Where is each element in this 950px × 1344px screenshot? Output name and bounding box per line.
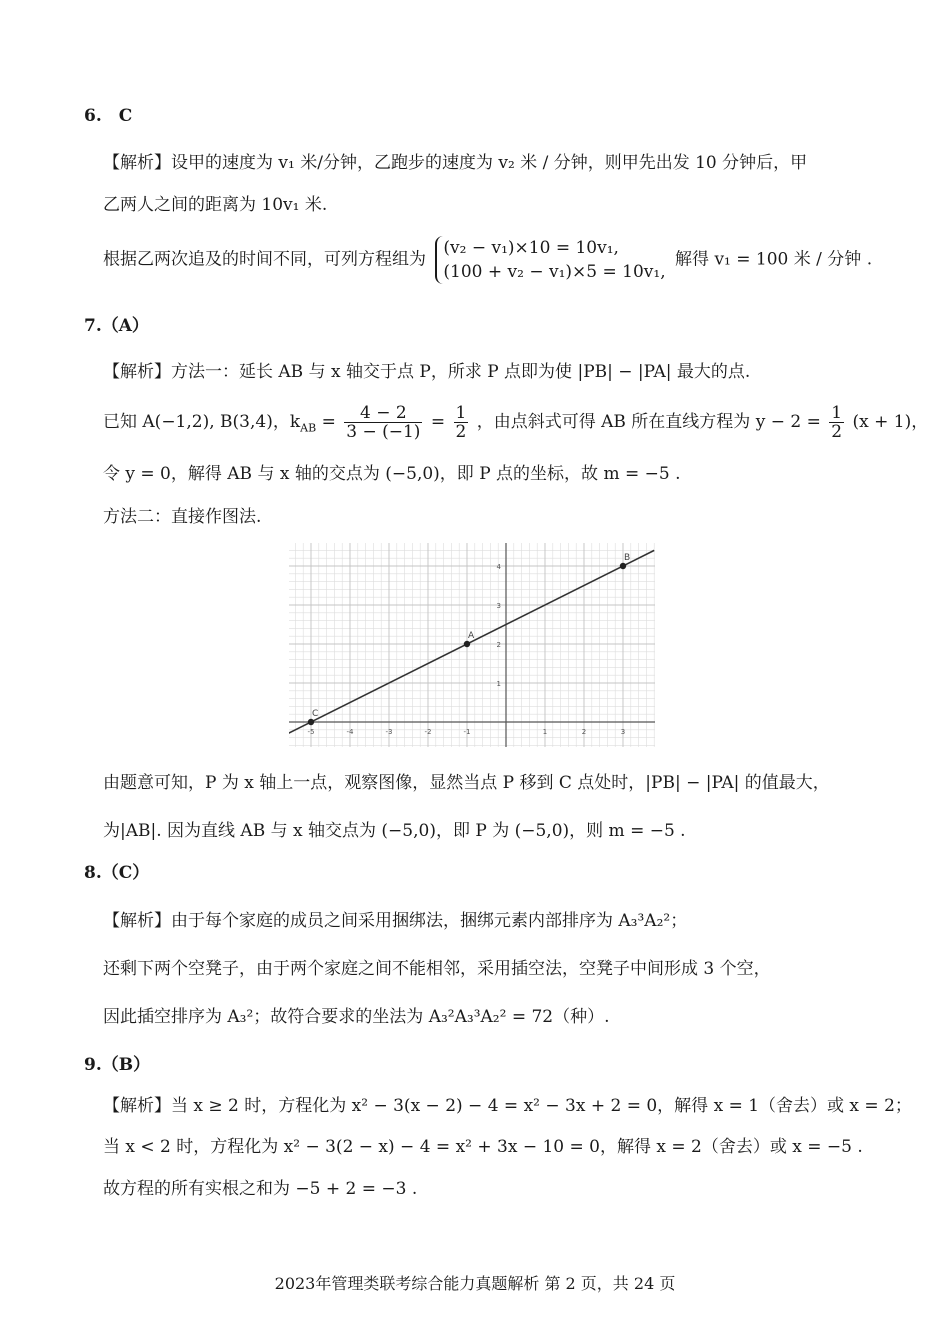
y-tick-label: 1 [496, 680, 501, 688]
q7-analysis-line1: 【解析】方法一：延长 AB 与 x 轴交于点 P，所求 P 点即为使 |PB| − |PA| 最大的点. [103, 362, 751, 382]
q7-slope-subscript: AB [300, 421, 317, 435]
q7-frac2-den: 2 [455, 422, 467, 442]
q8-header: 8.（C） [84, 863, 150, 883]
y-tick-label: 4 [496, 563, 501, 571]
q8-analysis-line2: 还剩下两个空凳子，由于两个家庭之间不能相邻，采用插空法，空凳子中间形成 3 个空， [103, 959, 771, 979]
q7-frac2-num: 1 [455, 403, 467, 423]
x-tick-label: 2 [581, 728, 587, 736]
q6-equation-system [435, 236, 665, 284]
q7-line2-post: (x + 1)， [852, 412, 929, 432]
q7-line2-pre: 已知 A(−1,2), B(3,4)，k [103, 412, 301, 432]
q6-line3-post: 解得 v₁ = 100 米 / 分钟 . [675, 249, 873, 270]
q7-line-eq-fraction: $\frac{1}{2}$ [831, 403, 843, 442]
q9-analysis-line3: 故方程的所有实根之和为 −5 + 2 = −3 . [103, 1179, 418, 1199]
q7-method2: 方法二：直接作图法. [103, 507, 262, 527]
q7-header: 7.（A） [84, 316, 149, 336]
q6-analysis-line1: 【解析】设甲的速度为 v₁ 米/分钟，乙跑步的速度为 v₂ 米 / 分钟，则甲先出发 10 分钟后，甲 [103, 153, 808, 173]
q6-header: 6. C [84, 106, 133, 126]
x-tick-label: -1 [463, 728, 471, 736]
q8-analysis-line1: 【解析】由于每个家庭的成员之间采用捆绑法，捆绑元素内部排序为 A₃³A₂²； [103, 911, 688, 931]
q6-analysis-line2: 乙两人之间的距离为 10v₁ 米. [103, 195, 328, 215]
point-label-b: B [624, 553, 631, 563]
x-tick-label: -5 [307, 728, 315, 736]
q9-analysis-line2: 当 x < 2 时，方程化为 x² − 3(2 − x) − 4 = x² + 3x − 10 = 0，解得 x = 2（舍去）或 x = −5 . [103, 1137, 863, 1157]
q8-analysis-line3: 因此插空排序为 A₃²；故符合要求的坐法为 A₃²A₃³A₂² = 72（种）. [103, 1007, 610, 1027]
q7-analysis-line3: 令 y = 0，解得 AB 与 x 轴的交点为 (−5,0)，即 P 点的坐标，故 m = −5 . [103, 464, 681, 484]
q7-analysis-line6: 为|AB|. 因为直线 AB 与 x 轴交点为 (−5,0)，即 P 为 (−5,0)，则 m = −5 . [103, 821, 686, 841]
point-b [620, 563, 626, 569]
x-tick-label: -2 [424, 728, 432, 736]
point-a [464, 641, 470, 647]
q6-analysis-line3 [103, 236, 872, 284]
point-label-c: C [312, 709, 319, 719]
point-label-a: A [468, 631, 475, 641]
q7-slope-fraction [344, 404, 422, 441]
x-tick-label: -4 [346, 728, 354, 736]
q7-line2-mid: ，由点斜式可得 AB 所在直线方程为 y − 2 = [476, 412, 821, 432]
x-tick-label: -3 [385, 728, 393, 736]
q7-analysis-line2: 已知 A(−1,2), B(3,4)，$k_{AB}$ = $\frac{4 - 2}{3 - (-1)}$ = $\frac{1}{2}$ ，由点斜式可得 AB 所在直线方程为 y − 2 = $\frac{1}{2}$ (x + 1)， [103, 403, 929, 442]
y-tick-label: 3 [496, 602, 501, 610]
x-tick-label: 1 [542, 728, 548, 736]
q7-frac1-num: 4 − 2 [344, 404, 422, 423]
page-footer: 2023年管理类联考综合能力真题解析 第 2 页，共 24 页 [274, 1274, 676, 1293]
q6-eq2: (100 + v₂ − v₁)×5 = 10v₁, [443, 262, 666, 282]
q7-half-fraction [454, 404, 469, 441]
q6-eq1: (v₂ − v₁)×10 = 10v₁, [443, 238, 619, 258]
x-tick-label: 3 [620, 728, 626, 736]
q6-line3-pre: 根据乙两次追及的时间不同，可列方程组为 [103, 249, 426, 270]
y-tick-label: 2 [496, 641, 501, 649]
q9-analysis-line1: 【解析】当 x ≥ 2 时，方程化为 x² − 3(x − 2) − 4 = x² − 3x + 2 = 0，解得 x = 1（舍去）或 x = 2； [103, 1096, 912, 1116]
q7-frac1-den: 3 − (−1) [346, 422, 421, 442]
point-c [308, 719, 314, 725]
q9-header: 9.（B） [84, 1055, 151, 1075]
coordinate-graph [289, 543, 655, 747]
q7-analysis-line5: 由题意可知，P 为 x 轴上一点，观察图像，显然当点 P 移到 C 点处时，|PB| − |PA| 的值最大， [103, 773, 830, 793]
